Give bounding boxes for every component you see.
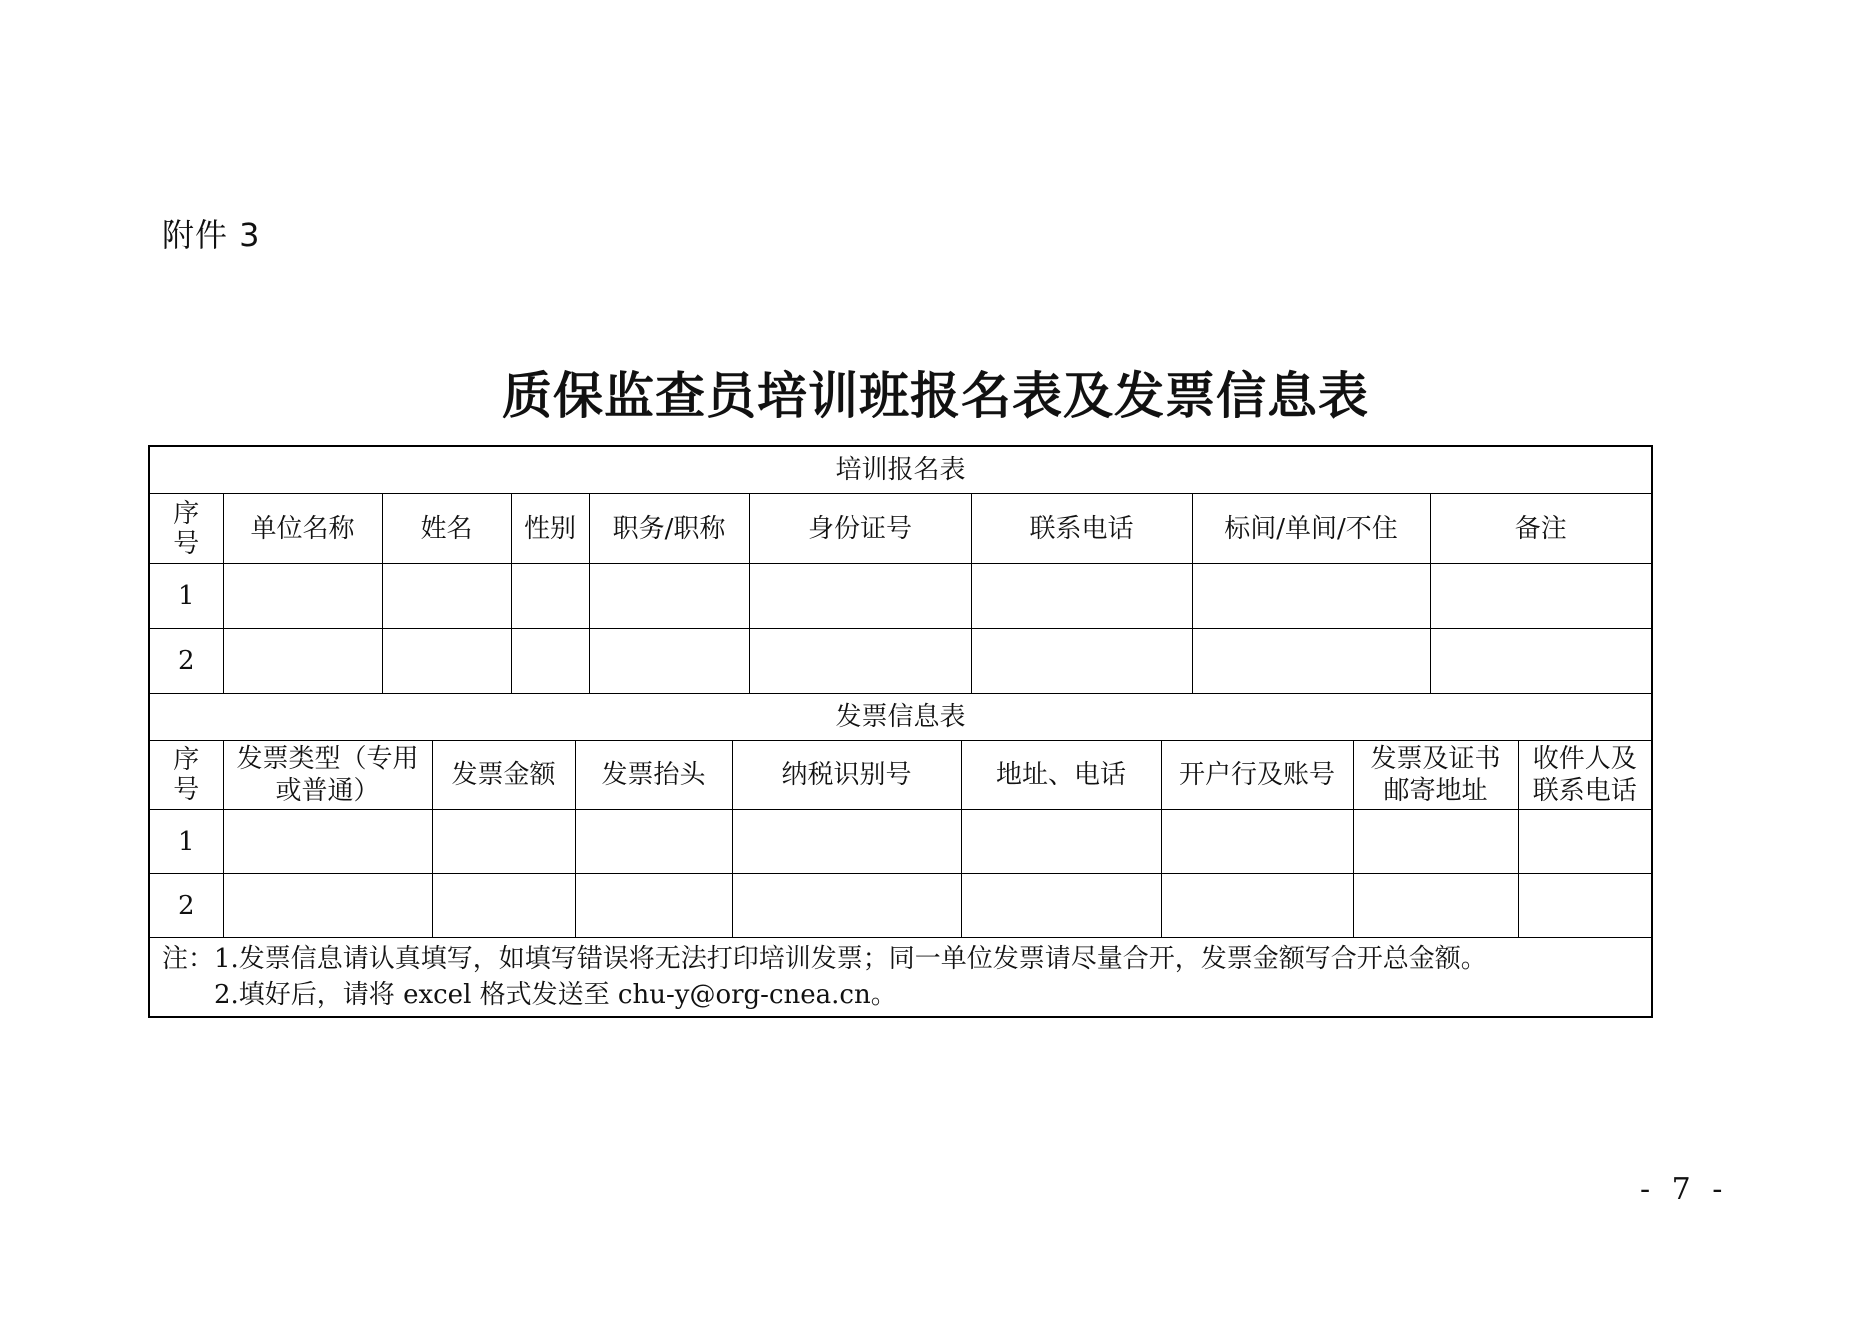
- inv-cell[interactable]: [1518, 874, 1651, 938]
- registration-table: [150, 447, 1651, 694]
- reg-cell[interactable]: [749, 629, 971, 694]
- reg-cell[interactable]: [382, 629, 511, 694]
- note-line-1: 注：1.发票信息请认真填写，如填写错误将无法打印培训发票；同一单位发票请尽量合开，发票金额写合开总金额。: [162, 944, 1487, 974]
- inv-cell[interactable]: [732, 874, 961, 938]
- reg-header-unit: 单位名称: [223, 494, 382, 564]
- inv-row-number: 1: [150, 810, 223, 874]
- inv-header-amount: 发票金额: [432, 741, 575, 810]
- inv-header-type: 发票类型（专用或普通）: [223, 741, 432, 810]
- inv-cell[interactable]: [1161, 874, 1353, 938]
- reg-header-phone: 联系电话: [971, 494, 1192, 564]
- reg-cell[interactable]: [971, 564, 1192, 629]
- inv-cell[interactable]: [961, 874, 1161, 938]
- reg-cell[interactable]: [589, 564, 749, 629]
- inv-header-payee: 发票抬头: [575, 741, 732, 810]
- table-row: [150, 874, 1651, 938]
- attachment-label: 附件 3: [162, 216, 261, 254]
- note-line-2: 2.填好后，请将 excel 格式发送至 chu-y@org-cnea.cn。: [214, 980, 897, 1010]
- table-row: [150, 564, 1651, 629]
- reg-cell[interactable]: [971, 629, 1192, 694]
- reg-cell[interactable]: [511, 629, 589, 694]
- reg-cell[interactable]: [1430, 629, 1651, 694]
- reg-cell[interactable]: [382, 564, 511, 629]
- reg-header-gender: 性别: [511, 494, 589, 564]
- inv-cell[interactable]: [223, 810, 432, 874]
- table-row: [150, 629, 1651, 694]
- inv-row-number: 2: [150, 874, 223, 938]
- reg-cell[interactable]: [749, 564, 971, 629]
- reg-header-room: 标间/单间/不住: [1192, 494, 1430, 564]
- inv-cell[interactable]: [575, 810, 732, 874]
- registration-section-title: 培训报名表: [150, 447, 1651, 494]
- reg-header-seq: 序号: [150, 494, 223, 564]
- reg-header-title: 职务/职称: [589, 494, 749, 564]
- inv-header-tax-id: 纳税识别号: [732, 741, 961, 810]
- invoice-section-title: 发票信息表: [150, 694, 1651, 741]
- inv-cell[interactable]: [432, 874, 575, 938]
- reg-row-number: 1: [150, 564, 223, 629]
- reg-row-number: 2: [150, 629, 223, 694]
- reg-cell[interactable]: [1192, 564, 1430, 629]
- document-title: 质保监查员培训班报名表及发票信息表: [502, 366, 1369, 425]
- reg-header-remarks: 备注: [1430, 494, 1651, 564]
- invoice-table: [150, 694, 1651, 937]
- inv-cell[interactable]: [1518, 810, 1651, 874]
- inv-cell[interactable]: [1353, 810, 1518, 874]
- notes: [150, 937, 1651, 1016]
- inv-header-address-phone: 地址、电话: [961, 741, 1161, 810]
- inv-header-bank-account: 开户行及账号: [1161, 741, 1353, 810]
- inv-cell[interactable]: [1161, 810, 1353, 874]
- reg-header-id-number: 身份证号: [749, 494, 971, 564]
- reg-cell[interactable]: [223, 564, 382, 629]
- reg-cell[interactable]: [589, 629, 749, 694]
- reg-cell[interactable]: [1192, 629, 1430, 694]
- inv-cell[interactable]: [575, 874, 732, 938]
- inv-header-seq: 序号: [150, 741, 223, 810]
- inv-cell[interactable]: [961, 810, 1161, 874]
- reg-cell[interactable]: [1430, 564, 1651, 629]
- inv-cell[interactable]: [432, 810, 575, 874]
- inv-cell[interactable]: [1353, 874, 1518, 938]
- inv-cell[interactable]: [223, 874, 432, 938]
- table-row: [150, 810, 1651, 874]
- inv-header-mailing-address: 发票及证书邮寄地址: [1353, 741, 1518, 810]
- reg-header-name: 姓名: [382, 494, 511, 564]
- inv-header-recipient: 收件人及联系电话: [1518, 741, 1651, 810]
- registration-invoice-form: [148, 445, 1653, 1018]
- reg-cell[interactable]: [223, 629, 382, 694]
- inv-cell[interactable]: [732, 810, 961, 874]
- page-number: - 7 -: [1640, 1172, 1729, 1207]
- reg-cell[interactable]: [511, 564, 589, 629]
